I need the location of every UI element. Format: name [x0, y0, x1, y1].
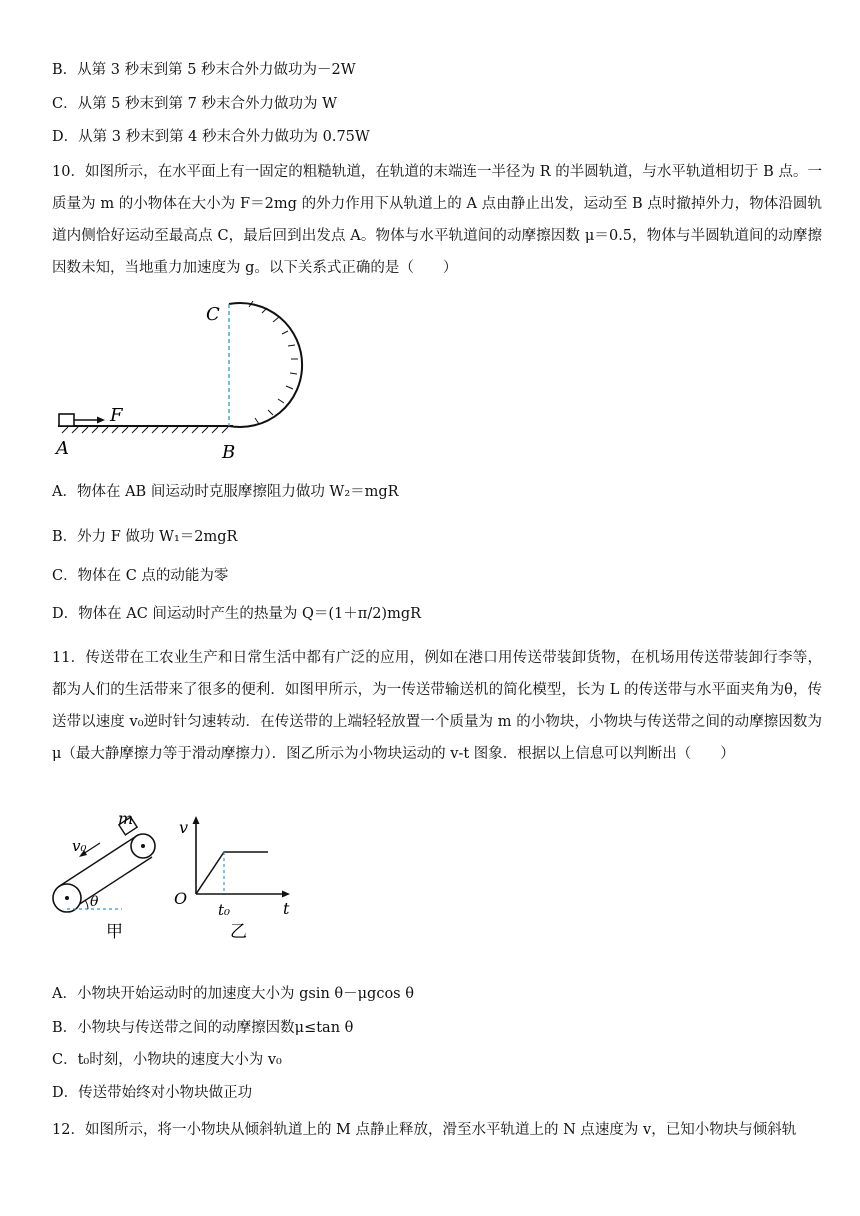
- q11-stem: 11．传送带在工农业生产和日常生活中都有广泛的应用，例如在港口用传送带装卸货物，在机场用传送带装卸行李等，都为人们的生活带来了很多的便利．如图甲所示，为一传送带输送机的简化模型，长为 L 的传送带与水平面夹角为θ，传送带以速度 v₀逆时针匀速转动．在传送带的上端轻轻放置一个质量为 m 的小物块，小物块与传送带之间的动摩擦因数为μ（最大静摩擦力等于滑动摩擦力）．图乙所示为小物块运动的 v-t 图象．根据以上信息可以判断出（ ）: [52, 650, 822, 762]
- q11-option-a: A．小物块开始运动时的加速度大小为 gsin θ－μgcos θ: [52, 986, 414, 1002]
- q10-figure: [50, 296, 320, 466]
- q10-label-c: C: [206, 304, 220, 325]
- q11-label-v: v: [179, 818, 189, 837]
- q10-option-c: C．物体在 C 点的动能为零: [52, 568, 229, 584]
- q10-label-b: B: [222, 442, 236, 463]
- q11-figure-yi: [172, 808, 302, 948]
- q11-label-t: t: [283, 899, 290, 918]
- q12-stem: 12．如图所示，将一小物块从倾斜轨道上的 M 点静止释放，滑至水平轨道上的 N 点速度为 v，已知小物块与倾斜轨: [52, 1122, 797, 1138]
- q10-option-b: B．外力 F 做功 W₁＝2mgR: [52, 529, 238, 545]
- q9-option-b: B．从第 3 秒末到第 5 秒末合外力做功为－2W: [52, 62, 356, 78]
- q10-label-f: F: [110, 405, 123, 426]
- q11-label-theta: θ: [90, 894, 99, 910]
- q9-option-c: C．从第 5 秒末到第 7 秒末合外力做功为 W: [52, 96, 337, 112]
- q11-label-v0: v₀: [72, 837, 87, 855]
- q11-label-m: m: [118, 809, 134, 828]
- q11-caption-jia: 甲: [106, 922, 123, 942]
- q11-option-b: B．小物块与传送带之间的动摩擦因数μ≤tan θ: [52, 1020, 354, 1036]
- q10-option-d: D．物体在 AC 间运动时产生的热量为 Q＝(1＋π/2)mgR: [52, 606, 422, 622]
- q11-label-t0: t₀: [218, 901, 231, 919]
- q10-label-a: A: [56, 438, 69, 459]
- q11-option-c: C．t₀时刻，小物块的速度大小为 v₀: [52, 1052, 282, 1068]
- q11-caption-yi: 乙: [230, 922, 247, 942]
- q11-label-o: O: [174, 889, 188, 908]
- q10-option-a: A．物体在 AB 间运动时克服摩擦阻力做功 W₂＝mgR: [52, 484, 399, 500]
- q11-option-d: D．传送带始终对小物块做正功: [52, 1085, 253, 1101]
- q10-stem: 10．如图所示，在水平面上有一固定的粗糙轨道，在轨道的末端连一半径为 R 的半圆轨道，与水平轨道相切于 B 点。一质量为 m 的小物体在大小为 F＝2mg 的外力作用下从轨道上的 A 点由静止出发，运动至 B 点时撤掉外力，物体沿圆轨道内侧恰好运动至最高点 C，最后回到出发点 A。物体与水平轨道间的动摩擦因数 μ＝0.5，物体与半圆轨道间的动摩擦因数未知，当地重力加速度为 g。以下关系式正确的是（ ）: [52, 164, 822, 276]
- q9-option-d: D．从第 3 秒末到第 4 秒末合外力做功为 0.75W: [52, 129, 370, 145]
- q11-figure-jia: [50, 808, 170, 948]
